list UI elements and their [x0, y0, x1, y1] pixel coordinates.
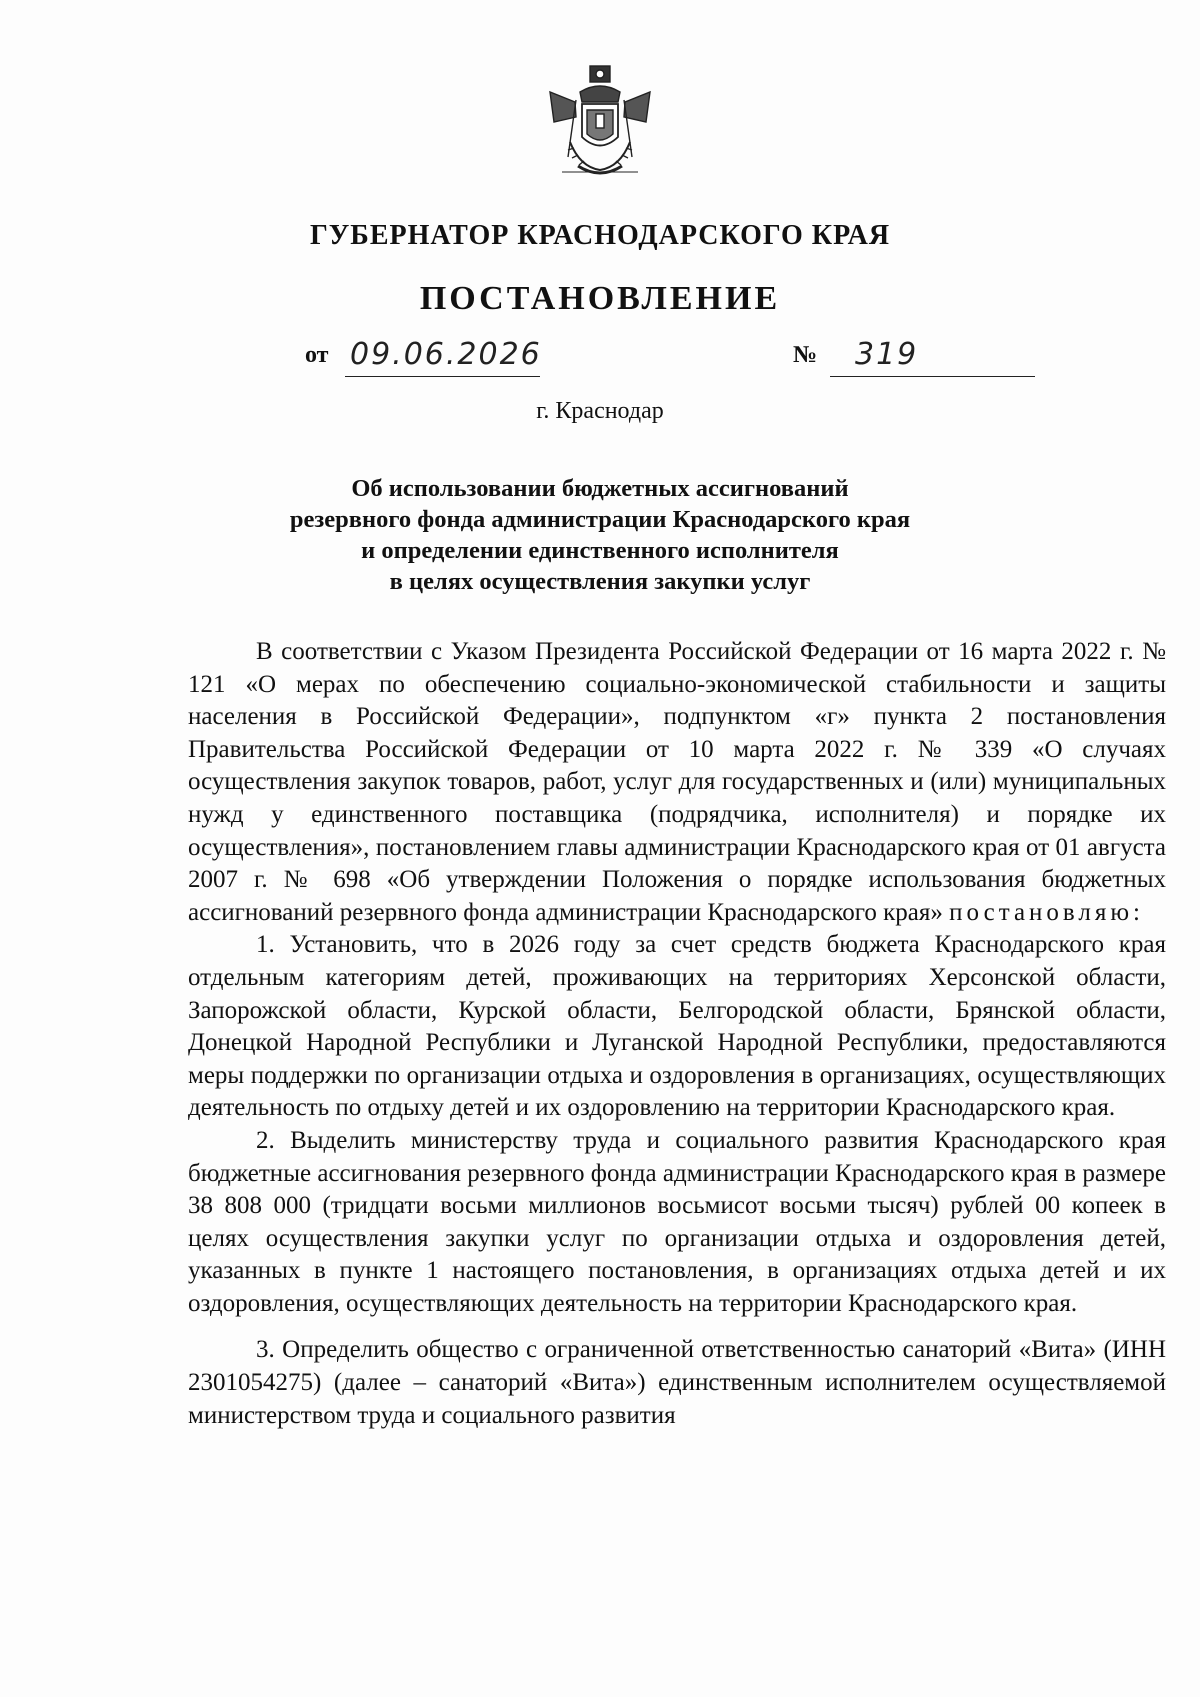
document-body — [188, 636, 1166, 1432]
document-type: ПОСТАНОВЛЕНИЕ — [419, 280, 781, 317]
handwritten-date: 09.06.2026 — [350, 337, 542, 372]
title-line: и определении единственного исполнителя — [361, 537, 839, 564]
paragraph-1: 1. Установить, что в 2026 году за счет средств бюджета Краснодарского края отдельным категориям детей, проживающих на территориях Херсонской области, Запорожской области, Курской области, Белгородской области, Брянской области, Донецкой Народной Республики и Луганской Народной Республики, предоставляются меры поддержки по организации отдыха и оздоровления в организациях, осуществляющих деятельность по отдыху детей и их оздоровлению на территории Краснодарского края. — [188, 931, 1166, 1122]
title-line: Об использовании бюджетных ассигнований — [351, 475, 849, 502]
issuing-authority: ГУБЕРНАТОР КРАСНОДАРСКОГО КРАЯ — [309, 220, 891, 251]
preamble-paragraph — [188, 636, 1166, 929]
title-line: в целях осуществления закупки услуг — [389, 568, 811, 595]
paragraph-2: 2. Выделить министерству труда и социального развития Краснодарского края бюджетные ассигнования резервного фонда администрации Краснодарского края в размере 38 808 000 (тридцати восьми миллионов восьмисот восьми тысяч) рублей 00 копеек в целях осуществления закупки услуг по организации отдыха и оздоровления детей, указанных в пункте 1 настоящего постановления, в организациях отдыха детей и их оздоровления, осуществляющих деятельность на территории Краснодарского края. — [188, 1126, 1166, 1317]
decree-word: постановляю: — [949, 898, 1144, 926]
title-line: резервного фонда администрации Краснодарского края — [289, 506, 911, 533]
handwritten-number: 319 — [855, 337, 919, 372]
document-title — [180, 473, 1020, 597]
paragraph-3: 3. Определить общество с ограниченной ответственностью санаторий «Вита» (ИНН 2301054275) (далее – санаторий «Вита») единственным исполнителем осуществляемой министерством труда и социального развития — [188, 1336, 1166, 1429]
number-label: № — [793, 342, 818, 368]
city-of-issue: г. Краснодар — [536, 398, 664, 424]
preamble-text: В соответствии с Указом Президента Российской Федерации от 16 марта 2022 г. № 121 «О мерах по обеспечению социально-экономической стабильности и защиты населения в Российской Федерации», подпунктом «г» пункта 2 постановления Правительства Российской Федерации от 10 марта 2022 г. № 339 «О случаях осуществления закупок товаров, работ, услуг для государственных и (или) муниципальных нужд у единственного поставщика (подрядчика, исполнителя) и порядке их осуществления», постановлением главы администрации Краснодарского края от 01 августа 2007 г. № 698 «Об утверждении Положения о порядке использования бюджетных ассигнований резервного фонда администрации Краснодарского края» — [188, 638, 1166, 926]
date-label: от — [305, 342, 329, 368]
krasnodar-coat-of-arms-icon — [540, 62, 660, 182]
